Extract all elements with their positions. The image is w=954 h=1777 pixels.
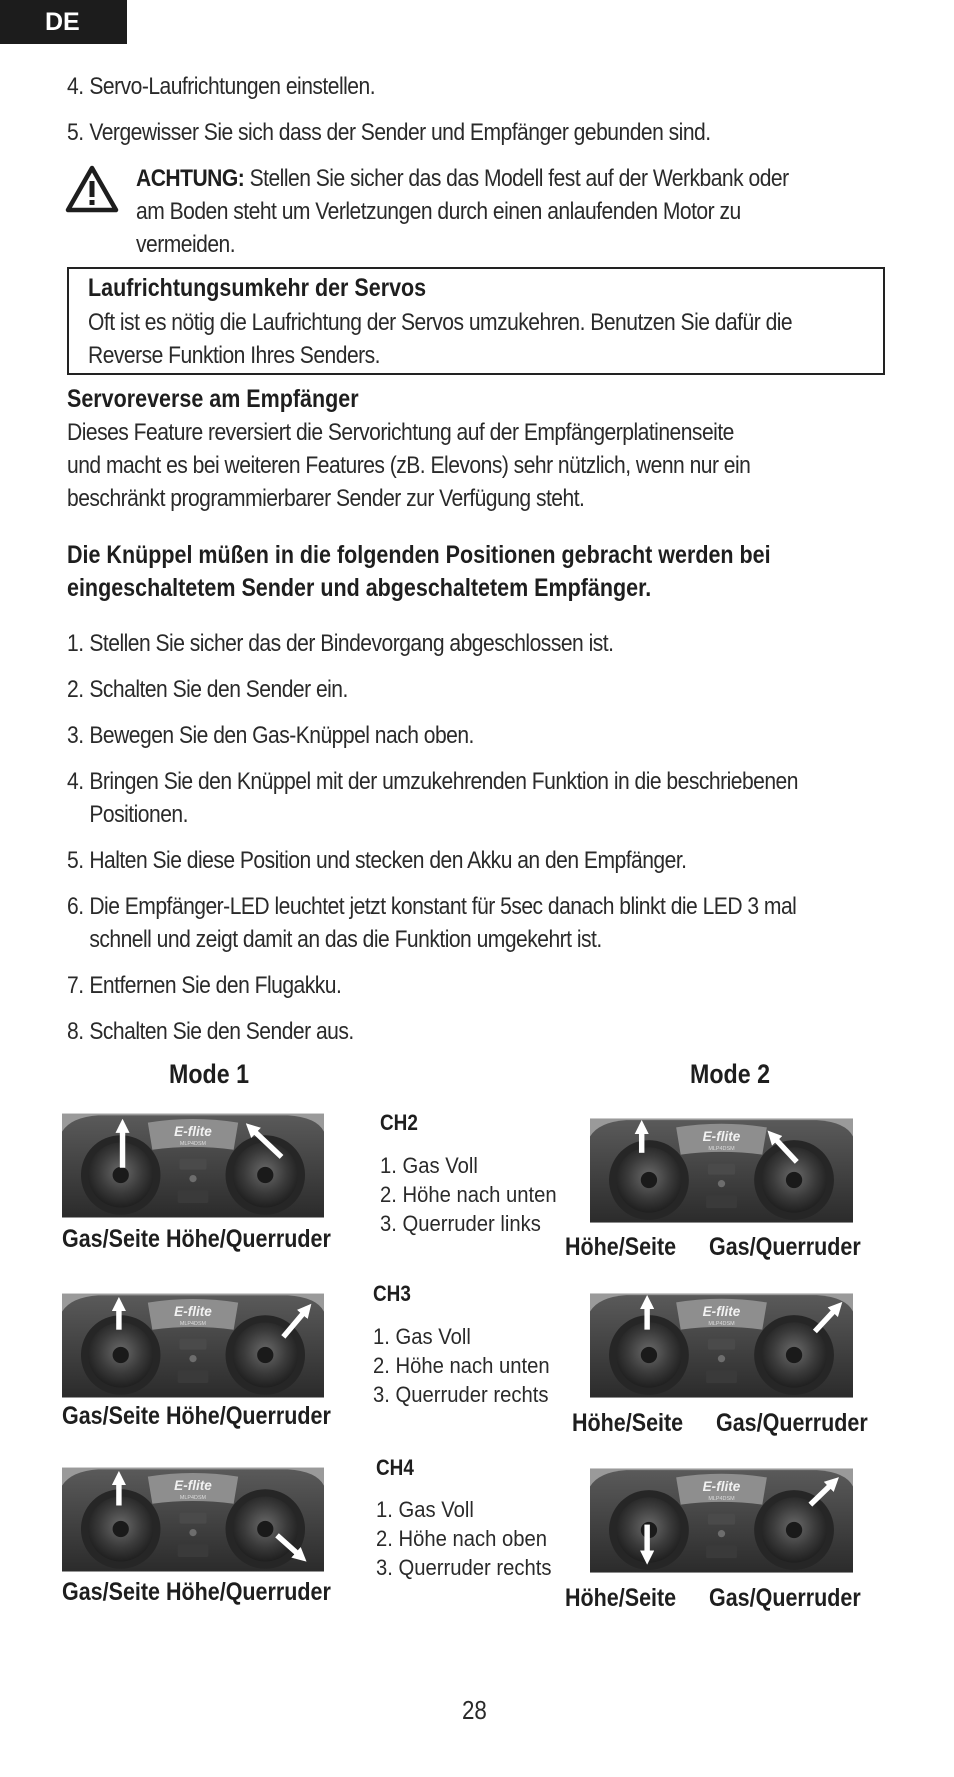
channel-item: 2. Höhe nach unten [373, 1353, 550, 1378]
mode1-label: Mode 1 [169, 1059, 249, 1089]
channel-item: 2. Höhe nach unten [380, 1182, 557, 1207]
info-box-text-2: Reverse Funktion Ihres Senders. [88, 342, 381, 369]
servoreverse-text-3: beschränkt programmierbarer Sender zur Verfügung steht. [67, 485, 585, 512]
list-item: 3. Bewegen Sie den Gas-Knüppel nach oben. [67, 722, 474, 749]
channel-title: CH2 [380, 1110, 418, 1135]
transmitter-caption: Gas/Seite Höhe/Querruder [62, 1578, 331, 1606]
channel-item: 3. Querruder links [380, 1211, 541, 1236]
transmitter-caption-b: Gas/Querruder [709, 1584, 861, 1612]
transmitter-caption-b: Gas/Querruder [716, 1409, 868, 1437]
transmitter-image [62, 1462, 324, 1577]
language-tab: DE [0, 0, 127, 44]
info-box-text-1: Oft ist es nötig die Laufrichtung der Servos umzukehren. Benutzen Sie dafür die [88, 309, 793, 336]
transmitter-image [590, 1463, 853, 1578]
list-item: 8. Schalten Sie den Sender aus. [67, 1018, 354, 1045]
list-item: 1. Stellen Sie sicher das der Bindevorgang abgeschlossen ist. [67, 630, 614, 657]
transmitter-caption: Gas/Seite Höhe/Querruder [62, 1402, 331, 1430]
transmitter-image [590, 1113, 853, 1228]
channel-item: 1. Gas Voll [380, 1153, 478, 1178]
list-item: 2. Schalten Sie den Sender ein. [67, 676, 348, 703]
page-number: 28 [462, 1695, 487, 1725]
channel-item: 3. Querruder rechts [376, 1555, 552, 1580]
channel-title: CH4 [376, 1455, 414, 1480]
warning-text-2: am Boden steht um Verletzungen durch einen anlaufenden Motor zu [136, 198, 741, 225]
warning-label: ACHTUNG: [136, 165, 245, 192]
section-heading-1: Die Knüppel müßen in die folgenden Positionen gebracht werden bei [67, 541, 771, 569]
warning-text-3: vermeiden. [136, 231, 236, 258]
transmitter-image [62, 1108, 324, 1223]
servoreverse-title: Servoreverse am Empfänger [67, 385, 359, 413]
channel-item: 1. Gas Voll [376, 1497, 474, 1522]
channel-item: 3. Querruder rechts [373, 1382, 549, 1407]
warning-text: ACHTUNG: Stellen Sie sicher das das Modell fest auf der Werkbank oder [136, 165, 789, 192]
servoreverse-text-1: Dieses Feature reversiert die Servorichtung auf der Empfängerplatinenseite [67, 419, 734, 446]
list-item: 4. Servo-Laufrichtungen einstellen. [67, 73, 376, 100]
transmitter-caption-b: Gas/Querruder [709, 1233, 861, 1261]
channel-title: CH3 [373, 1281, 411, 1306]
channel-item: 2. Höhe nach oben [376, 1526, 548, 1551]
section-heading-2: eingeschaltetem Sender und abgeschaltetem Empfänger. [67, 574, 652, 602]
transmitter-caption-a: Höhe/Seite [565, 1584, 677, 1612]
transmitter-caption-a: Höhe/Seite [565, 1233, 677, 1261]
list-item: 5. Vergewisser Sie sich dass der Sender und Empfänger gebunden sind. [67, 119, 711, 146]
info-box-title: Laufrichtungsumkehr der Servos [88, 274, 427, 302]
servoreverse-text-2: und macht es bei weiteren Features (zB. Elevons) sehr nützlich, wenn nur ein [67, 452, 751, 479]
list-item: 7. Entfernen Sie den Flugakku. [67, 972, 342, 999]
mode2-label: Mode 2 [690, 1059, 770, 1089]
list-item: 6. Die Empfänger-LED leuchtet jetzt konstant für 5sec danach blinkt die LED 3 mal schnell und zeigt damit an das die Funktion umgekehrt ist. [67, 893, 797, 953]
transmitter-image [590, 1288, 853, 1403]
transmitter-image [62, 1288, 324, 1403]
transmitter-caption-a: Höhe/Seite [572, 1409, 684, 1437]
list-item: 5. Halten Sie diese Position und stecken den Akku an den Empfänger. [67, 847, 687, 874]
transmitter-caption: Gas/Seite Höhe/Querruder [62, 1225, 331, 1253]
warning-triangle-icon [65, 165, 119, 213]
list-item: 4. Bringen Sie den Knüppel mit der umzukehrenden Funktion in die beschriebenen Positionen. [67, 768, 798, 828]
channel-item: 1. Gas Voll [373, 1324, 471, 1349]
